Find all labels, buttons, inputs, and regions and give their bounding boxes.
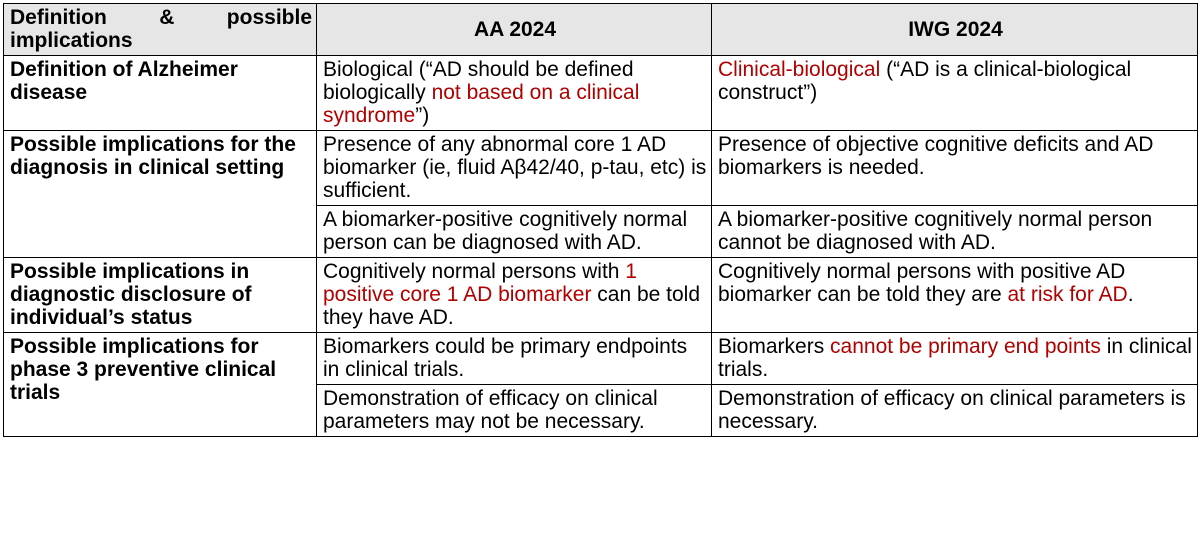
highlighted-text: 1 positive core 1 AD biomarker	[323, 260, 637, 306]
cell-text: Cognitively normal persons with positive AD biomarker can be told they are	[718, 260, 1126, 306]
iwg-cell	[712, 385, 1198, 437]
highlighted-text: at risk for AD	[1007, 283, 1128, 306]
cell-text: Cognitively normal persons with	[323, 260, 626, 283]
row-label-definition: Definition of Alzheimer disease	[4, 56, 317, 131]
table-row	[4, 258, 1198, 333]
cell-text: Demonstration of efficacy on clinical parameters may not be necessary.	[323, 387, 658, 433]
cell-text: .	[1127, 283, 1134, 306]
cell-text: (“AD is a clinical-biological construct”)	[718, 58, 1132, 104]
comparison-table	[3, 3, 1198, 437]
cell-text: Biological (“AD should be defined biologically	[323, 58, 634, 104]
highlighted-text: Clinical-biological	[718, 58, 881, 81]
cell-text: Presence of any abnormal core 1 AD biomarker (ie, fluid Aβ42/40, p-tau, etc) is sufficient.	[323, 133, 707, 202]
cell-text: in clinical trials.	[718, 335, 1192, 381]
iwg-cell	[712, 56, 1198, 131]
table-row	[4, 333, 1198, 385]
cell-text: A biomarker-positive cognitively normal person cannot be diagnosed with AD.	[718, 208, 1153, 254]
cell-text: Presence of objective cognitive deficits and AD biomarkers is needed.	[718, 133, 1154, 179]
aa-cell	[317, 258, 712, 333]
header-definition: Definition & possible implications	[4, 4, 317, 56]
aa-cell	[317, 333, 712, 385]
aa-cell	[317, 206, 712, 258]
header-iwg-2024: IWG 2024	[712, 4, 1198, 56]
row-label-diagnosis: Possible implications for the diagnosis in clinical setting	[4, 131, 317, 258]
cell-text: ”)	[415, 104, 430, 127]
header-row	[4, 4, 1198, 56]
header-aa-2024: AA 2024	[317, 4, 712, 56]
iwg-cell	[712, 206, 1198, 258]
row-label-trials: Possible implications for phase 3 preventive clinical trials	[4, 333, 317, 437]
cell-text: Demonstration of efficacy on clinical parameters is necessary.	[718, 387, 1186, 433]
cell-text: A biomarker-positive cognitively normal person can be diagnosed with AD.	[323, 208, 688, 254]
cell-text: Biomarkers	[718, 335, 831, 358]
cell-text: Biomarkers could be primary endpoints in clinical trials.	[323, 335, 688, 381]
iwg-cell	[712, 333, 1198, 385]
iwg-cell	[712, 258, 1198, 333]
cell-text: can be told they have AD.	[323, 283, 701, 329]
aa-cell	[317, 131, 712, 206]
aa-cell	[317, 56, 712, 131]
row-label-disclosure: Possible implications in diagnostic disclosure of individual’s status	[4, 258, 317, 333]
table-row	[4, 56, 1198, 131]
iwg-cell	[712, 131, 1198, 206]
aa-cell	[317, 385, 712, 437]
highlighted-text: not based on a clinical syndrome	[323, 81, 640, 127]
highlighted-text: cannot be primary end points	[830, 335, 1101, 358]
table-row	[4, 131, 1198, 206]
